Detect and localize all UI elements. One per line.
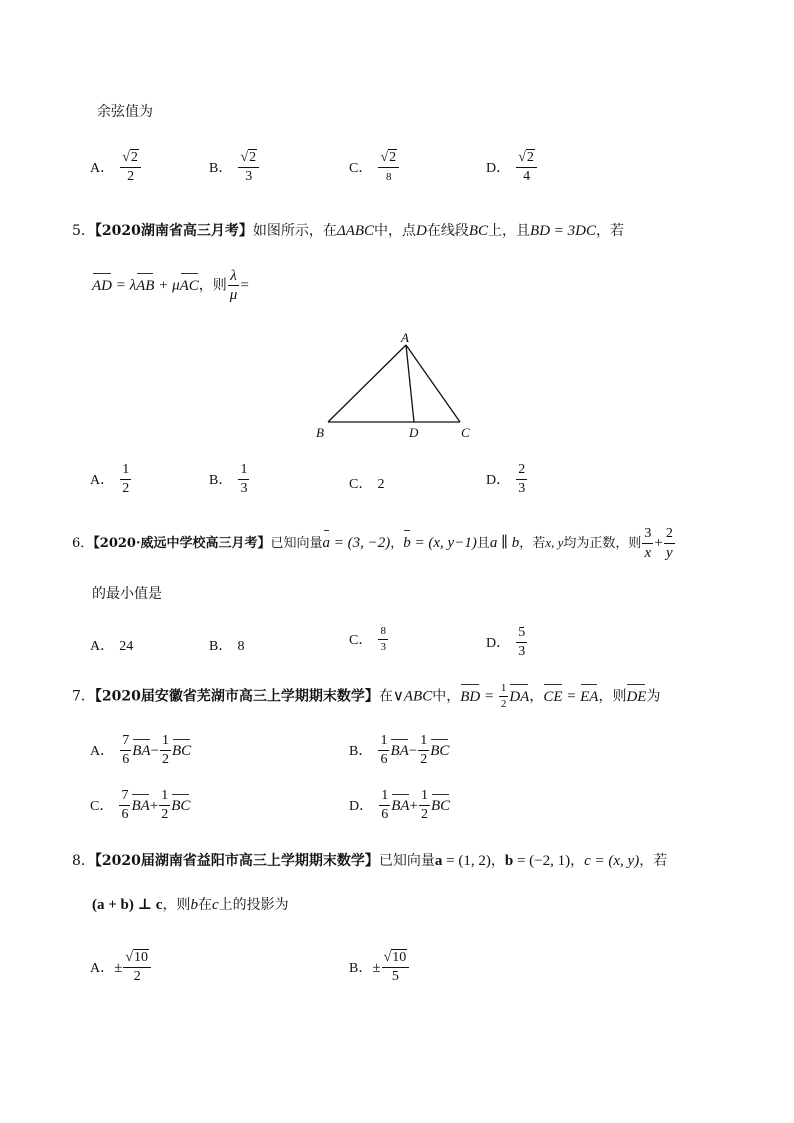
q7-number: 7． [72, 688, 95, 705]
q5-option-b[interactable]: B． $\frac{1}{3}$ [209, 462, 248, 496]
q5-condition-line: AD = λAB + μAC，则 $\frac{\lambda}{\mu}$ = [92, 268, 249, 303]
q6-option-b[interactable]: B． 8 [209, 639, 245, 654]
q7-option-d[interactable]: D． $\frac{1}{6}$ BA+ $\frac{1}{2}$ BC [349, 788, 451, 822]
label-d: D [409, 425, 419, 440]
q5-triangle-figure [300, 325, 480, 440]
q6-option-c[interactable]: C． $\frac{8}{3}$ [349, 625, 386, 653]
q6-option-a[interactable]: A． 24 [90, 639, 134, 654]
q6-stem-line2: 的最小值是 [92, 586, 162, 602]
q4-option-b[interactable]: B． $\frac{√2}{3}$ [209, 150, 260, 185]
q5-option-c[interactable]: C． 2 [349, 477, 385, 492]
q4-stem-tail: 余弦值为 [97, 104, 153, 120]
q8-stem: 8．【2020届湖南省益阳市高三上学期期末数学】已知向量a = (1, 2)，b = (−2, 1)，c = (x, y)，若 [72, 853, 668, 869]
label-b: B [316, 425, 324, 440]
q5-option-a[interactable]: A． $\frac{1}{2}$ [90, 462, 130, 496]
side-ab [328, 345, 406, 422]
q6-number: 6． [72, 536, 94, 551]
label-a: A [401, 330, 409, 345]
segment-ad [406, 345, 414, 422]
q7-option-b[interactable]: B． $\frac{1}{6}$ BA− $\frac{1}{2}$ BC [349, 733, 450, 767]
q5-number: 5． [72, 223, 95, 239]
q5-option-d[interactable]: D． $\frac{2}{3}$ [486, 462, 526, 496]
side-ac [406, 345, 460, 422]
q8-source: 【2020届湖南省益阳市高三上学期期末数学】 [94, 853, 379, 869]
q8-number: 8． [72, 853, 95, 869]
label-c: C [461, 425, 470, 440]
q5-source: 【2020湖南省高三月考】 [94, 223, 253, 239]
q7-option-c[interactable]: C． $\frac{7}{6}$ BA+ $\frac{1}{2}$ BC [90, 788, 191, 822]
q8-option-a[interactable]: A．± $\frac{√10}{2}$ [90, 950, 152, 985]
q6-option-d[interactable]: D． $\frac{5}{3}$ [486, 625, 526, 659]
q6-stem: 6．【2020·威远中学校高三月考】已知向量a = (3, −2)，b = (x, y−1)且a ∥ b，若x, y均为正数，则 $\frac{3}{x}$ + $\frac{2}{y}$ [72, 526, 673, 561]
q7-option-a[interactable]: A． $\frac{7}{6}$ BA− $\frac{1}{2}$ BC [90, 733, 192, 767]
q8-stem-line2: (a + b) ⊥ c，则b在c上的投影为 [92, 897, 289, 913]
q5-stem: 5．【2020湖南省高三月考】如图所示，在ΔABC中，点D在线段BC上，且BD = 3DC，若 [72, 223, 625, 239]
q7-source: 【2020届安徽省芜湖市高三上学期期末数学】 [94, 688, 379, 705]
q6-source: 【2020·威远中学校高三月考】 [93, 536, 271, 551]
q4-option-a[interactable]: A． $\frac{√2}{2}$ [90, 150, 142, 185]
q4-option-c[interactable]: C． $\frac{√2}{8}$ [349, 150, 400, 185]
q4-option-d[interactable]: D． $\frac{√2}{4}$ [486, 150, 538, 185]
q8-option-b[interactable]: B．± $\frac{√10}{5}$ [349, 950, 410, 985]
q7-stem: 7．【2020届安徽省芜湖市高三上学期期末数学】在∨ABC中，BD = $\frac{1}{2}$ DA，CE = EA，则DE为 [72, 682, 661, 710]
